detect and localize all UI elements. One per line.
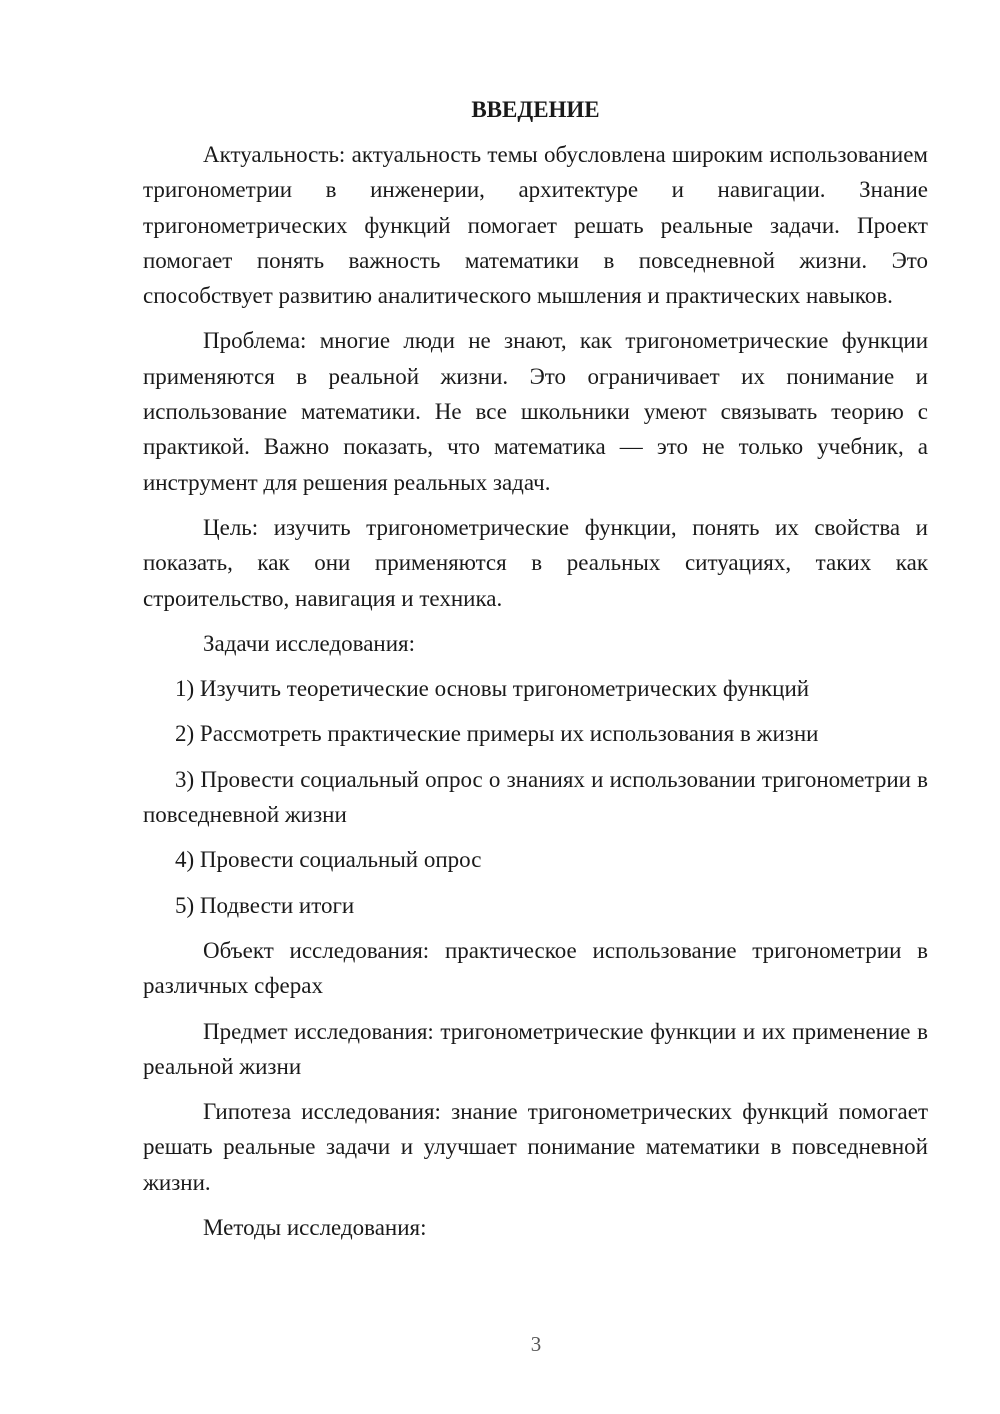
task-item-4: 4) Провести социальный опрос	[175, 847, 482, 873]
page-title: ВВЕДЕНИЕ	[471, 97, 600, 122]
hypothesis-paragraph: Гипотеза исследования: знание тригонометрических функций помогает решать реальные задачи и улучшает понимание математики в повседневной жизни.	[143, 1099, 928, 1195]
object-paragraph: Объект исследования: практическое использование тригонометрии в различных сферах	[143, 937, 928, 999]
task-item-2: 2) Рассмотреть практические примеры их использования в жизни	[175, 721, 819, 747]
task-item-1: 1) Изучить теоретические основы тригонометрических функций	[175, 676, 810, 702]
document-page	[143, 92, 928, 1255]
task-item-5: 5) Подвести итоги	[175, 892, 355, 918]
problem-paragraph: Проблема: многие люди не знают, как тригонометрические функции применяются в реальной жизни. Это ограничивает их понимание и использование математики. Не все школьники умеют связывать теорию с практикой. Важно показать, что математика — это не только учебник, а инструмент для решения реальных задач.	[143, 328, 928, 495]
task-item-3: 3) Провести социальный опрос о знаниях и использовании тригонометрии в повседневной жизни	[143, 766, 928, 828]
goal-paragraph: Цель: изучить тригонометрические функции, понять их свойства и показать, как они применяются в реальных ситуациях, таких как строительство, навигация и техника.	[143, 514, 928, 611]
subject-paragraph: Предмет исследования: тригонометрические функции и их применение в реальной жизни	[143, 1018, 928, 1079]
methods-heading: Методы исследования:	[203, 1215, 427, 1241]
page-number: 3	[530, 1332, 542, 1356]
tasks-heading: Задачи исследования:	[203, 630, 416, 656]
relevance-paragraph: Актуальность: актуальность темы обусловлена широким использованием тригонометрии в инженерии, архитектуре и навигации. Знание тригонометрических функций помогает решать реальные задачи. Проект помогает понять важность математики в повседневной жизни. Это способствует развитию аналитического мышления и практических навыков.	[143, 142, 928, 309]
